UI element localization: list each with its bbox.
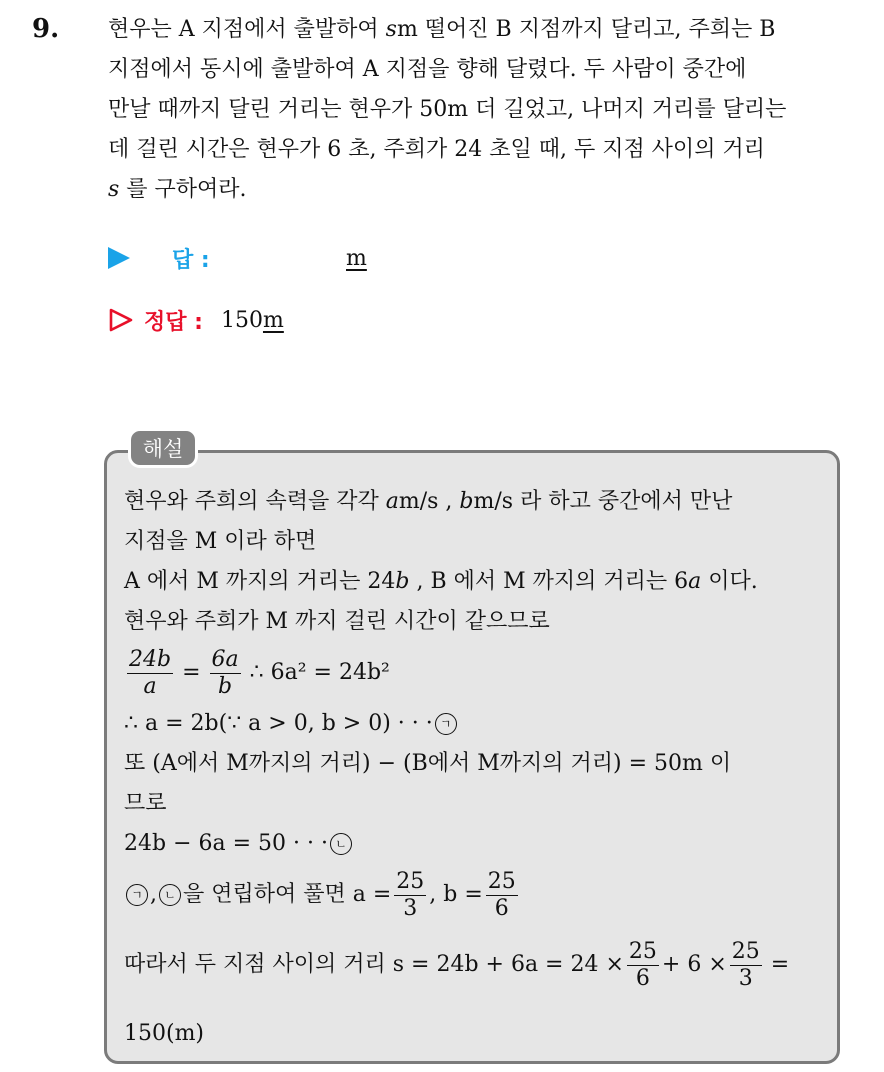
solution-body bbox=[124, 482, 830, 1054]
solution-line-7: 또 (A에서 M까지의 거리) − (B에서 M까지의 거리) = 50m 이 bbox=[124, 751, 732, 776]
correct-answer-row bbox=[108, 300, 284, 340]
problem-text bbox=[108, 10, 860, 210]
solution-line-5: $\frac{24b}{a}$ = $\frac{6a}{b}$ ∴ 6a² = 24b² bbox=[129, 646, 390, 699]
solution-line-3: A 에서 M 까지의 거리는 24b , B 에서 M 까지의 거리는 6a 이다. bbox=[124, 569, 758, 594]
solution-line-8: 므로 bbox=[124, 791, 167, 816]
outline-triangle-icon bbox=[108, 307, 134, 333]
fraction: $\frac{25}{6}$ bbox=[628, 938, 657, 991]
fraction: $\frac{25}{3}$ bbox=[396, 868, 425, 921]
fraction: $\frac{6a}{b}$ bbox=[211, 646, 239, 699]
circled-giyeok-icon: ㄱ bbox=[126, 884, 148, 906]
play-triangle-icon bbox=[108, 247, 130, 269]
fraction: $\frac{24b}{a}$ bbox=[129, 646, 172, 699]
solution-line-10: ㄱ , ㄴ 을 연립하여 풀면 a = $\frac{25}{3}$ , b = $\frac{25}{6}$ bbox=[124, 864, 830, 926]
variable-s: s bbox=[385, 17, 397, 42]
circled-nieun-icon: ㄴ bbox=[330, 833, 352, 855]
solution-line-2: 지점을 M 이라 하면 bbox=[124, 529, 317, 554]
solution-line-4: 현우와 주희가 M 까지 걸린 시간이 같으므로 bbox=[124, 609, 550, 634]
solution-line-9: 24b − 6a = 50 · · · ㄴ bbox=[124, 824, 830, 864]
solution-line-6: ∴ a = 2b(∵ a > 0, b > 0) · · · ㄱ bbox=[124, 704, 830, 744]
answer-label: 답 : bbox=[172, 247, 210, 273]
problem-line-5: s 를 구하여라. bbox=[108, 177, 247, 202]
question-number: 9. bbox=[32, 14, 60, 44]
fraction: $\frac{25}{6}$ bbox=[487, 868, 516, 921]
correct-answer-value: 150m bbox=[220, 307, 284, 333]
solution-line-11: 따라서 두 지점 사이의 거리 s = 24b + 6a = 24 × $\frac{25}{6}$ + 6 × $\frac{25}{3}$ = bbox=[124, 938, 790, 991]
problem-line-3: 만날 때까지 달린 거리는 현우가 50m 더 길었고, 나머지 거리를 달리는 bbox=[108, 97, 787, 122]
correct-answer-label: 정답 : bbox=[144, 309, 203, 335]
circled-nieun-icon: ㄴ bbox=[159, 884, 181, 906]
answer-row bbox=[108, 238, 210, 278]
circled-giyeok-icon: ㄱ bbox=[435, 713, 457, 735]
answer-unit: m bbox=[346, 245, 367, 271]
problem-line-1: 현우는 A 지점에서 출발하여 sm 떨어진 B 지점까지 달리고, 주희는 B bbox=[108, 17, 776, 42]
fraction: $\frac{25}{3}$ bbox=[731, 938, 760, 991]
problem-line-2: 지점에서 동시에 출발하여 A 지점을 향해 달렸다. 두 사람이 중간에 bbox=[108, 57, 747, 82]
solution-line-12: 150(m) bbox=[124, 1021, 205, 1046]
problem-line-4: 데 걸린 시간은 현우가 6 초, 주희가 24 초일 때, 두 지점 사이의 거리 bbox=[108, 137, 765, 162]
solution-line-1: 현우와 주희의 속력을 각각 am/s , bm/s 라 하고 중간에서 만난 bbox=[124, 489, 733, 514]
solution-tag: 해설 bbox=[128, 428, 198, 468]
answer-unit-row bbox=[346, 238, 367, 278]
